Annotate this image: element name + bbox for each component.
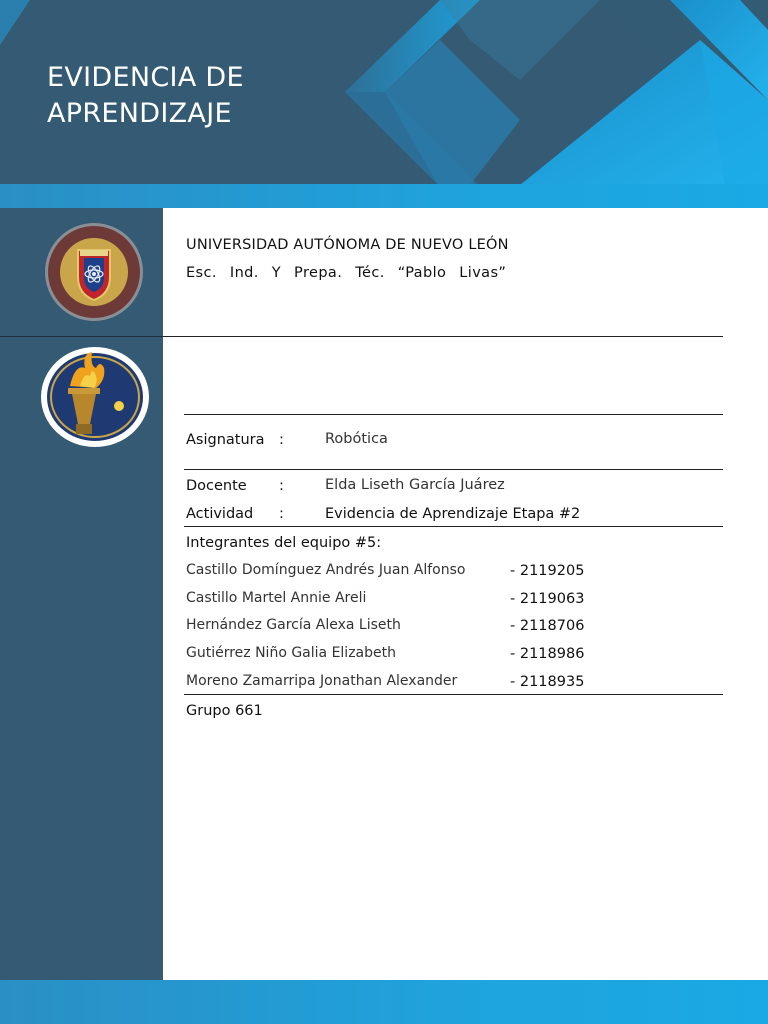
divider-3 — [184, 469, 723, 470]
university-name: UNIVERSIDAD AUTÓNOMA DE NUEVO LEÓN — [186, 237, 509, 253]
member-name: Castillo Domínguez Andrés Juan Alfonso — [186, 562, 466, 578]
member-id: - 2118986 — [510, 646, 585, 662]
team-heading: Integrantes del equipo #5: — [186, 535, 382, 551]
asignatura-label: Asignatura — [186, 432, 265, 448]
cover-header — [0, 0, 768, 185]
top-accent-band — [0, 184, 768, 208]
member-name: Gutiérrez Niño Galia Elizabeth — [186, 645, 396, 661]
member-id: - 2118706 — [510, 618, 585, 634]
actividad-value: Evidencia de Aprendizaje Etapa #2 — [325, 506, 581, 522]
cover-title — [47, 60, 244, 132]
docente-separator: : — [279, 478, 284, 494]
member-id: - 2118935 — [510, 674, 585, 690]
actividad-label: Actividad — [186, 506, 254, 522]
docente-value: Elda Liseth García Juárez — [325, 477, 505, 493]
divider-4 — [184, 526, 723, 527]
bottom-accent-band — [0, 980, 768, 1024]
asignatura-separator: : — [279, 432, 284, 448]
grupo-label: Grupo 661 — [186, 703, 263, 719]
member-name: Hernández García Alexa Liseth — [186, 617, 401, 633]
member-id: - 2119205 — [510, 563, 585, 579]
sidebar-divider — [0, 336, 163, 337]
left-sidebar — [0, 208, 163, 980]
member-name: Castillo Martel Annie Areli — [186, 590, 367, 606]
actividad-separator: : — [279, 506, 284, 522]
member-name: Moreno Zamarripa Jonathan Alexander — [186, 673, 458, 689]
member-id: - 2119063 — [510, 591, 585, 607]
divider-5 — [184, 694, 723, 695]
school-name: Esc. Ind. Y Prepa. Téc. “Pablo Livas” — [186, 265, 507, 281]
pablo-livas-seal-logo — [40, 346, 150, 448]
cover-title-line2: APRENDIZAJE — [47, 98, 232, 129]
docente-label: Docente — [186, 478, 247, 494]
divider-1 — [163, 336, 723, 337]
asignatura-value: Robótica — [325, 431, 388, 447]
divider-2 — [184, 414, 723, 415]
cover-title-line1: EVIDENCIA DE — [47, 62, 244, 93]
uanl-seal-logo — [44, 222, 144, 322]
